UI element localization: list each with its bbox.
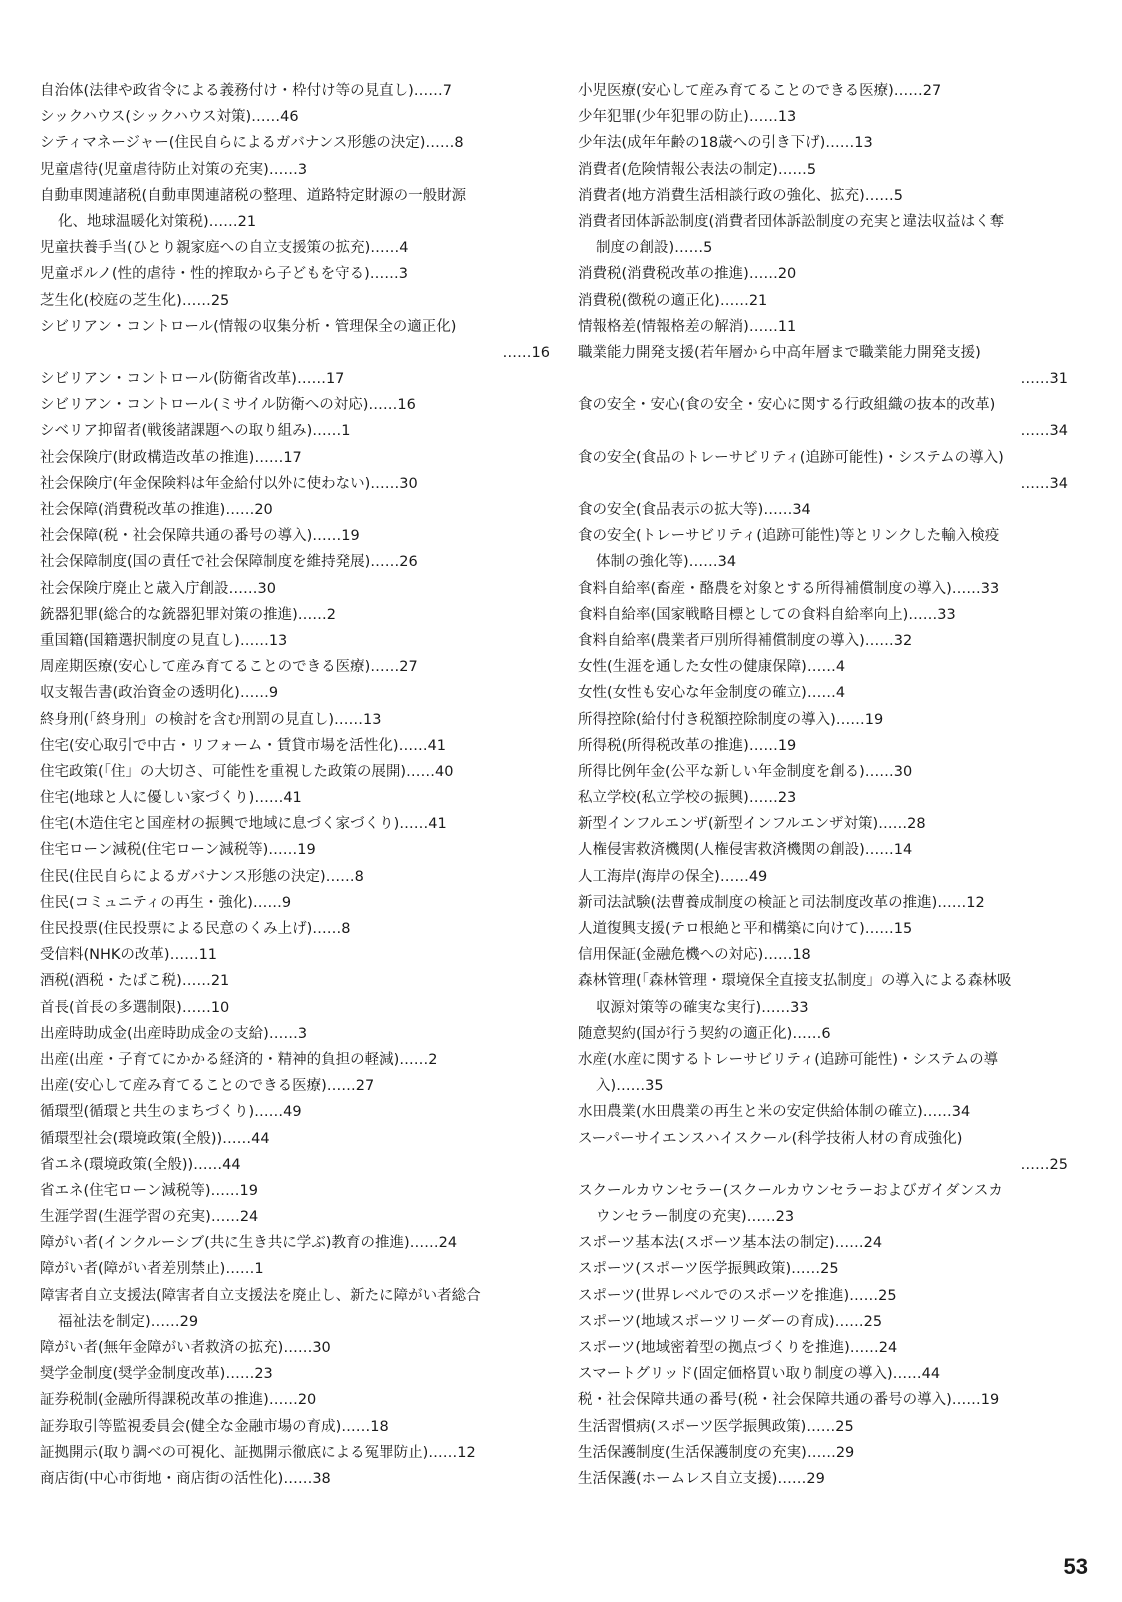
- index-entry-text: 証券取引等監視委員会(健全な金融市場の育成)……18: [40, 1418, 389, 1435]
- index-entry-text: 私立学校(私立学校の振興)……23: [578, 790, 797, 807]
- index-entry: [40, 366, 550, 392]
- index-entry-text: 所得比例年金(公平な新しい年金制度を創る)……30: [578, 763, 913, 780]
- index-entry: [40, 1099, 550, 1125]
- index-entry: [578, 1387, 1068, 1413]
- index-entry-text: 住宅(地球と人に優しい家づくり)……41: [40, 790, 302, 807]
- index-entry: [578, 1256, 1068, 1282]
- index-entry-text: 首長(首長の多選制限)……10: [40, 999, 230, 1016]
- index-entry: [578, 523, 1068, 575]
- index-entry-text: 森林管理(「森林管理・環境保全直接支払制度」の導入による森林吸: [578, 973, 1012, 990]
- index-entry-text: 省エネ(環境政策(全般))……44: [40, 1156, 241, 1173]
- index-entry: [40, 104, 550, 130]
- index-entry: [40, 759, 550, 785]
- index-entry-continuation: 福祉法を制定)……29: [58, 1313, 199, 1330]
- index-entry: [40, 628, 550, 654]
- index-entry-continuation: 入)……35: [596, 1078, 664, 1095]
- index-entry-text: 証券税制(金融所得課税改革の推進)……20: [40, 1392, 317, 1409]
- index-entry: [40, 707, 550, 733]
- index-entry: [578, 1440, 1068, 1466]
- index-entry: [40, 1414, 550, 1440]
- index-entry-text: シティマネージャー(住民自らによるガバナンス形態の決定)……8: [40, 135, 464, 152]
- index-entry: [40, 183, 550, 235]
- index-column-right: [578, 78, 1068, 1492]
- index-entry: [40, 1204, 550, 1230]
- index-entry-text: 酒税(酒税・たばこ税)……21: [40, 973, 230, 990]
- index-entry: [40, 1126, 550, 1152]
- index-entry-text: 食の安全(食品表示の拡大等)……34: [578, 502, 811, 518]
- index-entry: [578, 157, 1068, 183]
- index-entry: [578, 288, 1068, 314]
- index-entry-text: 税・社会保障共通の番号(税・社会保障共通の番号の導入)……19: [578, 1392, 1000, 1409]
- index-entry-text: 障がい者(障がい者差別禁止)……1: [40, 1261, 264, 1278]
- index-entry-text: 少年犯罪(少年犯罪の防止)……13: [578, 109, 797, 126]
- index-entry-continuation: ……31: [1020, 371, 1068, 388]
- index-entry: [578, 916, 1068, 942]
- index-entry: [578, 1361, 1068, 1387]
- index-entry-text: 随意契約(国が行う契約の適正化)……6: [578, 1025, 831, 1042]
- index-entry: [40, 235, 550, 261]
- index-entry-text: 住宅(木造住宅と国産材の振興で地域に息づく家づくり)……41: [40, 816, 447, 833]
- index-entry-text: 自動車関連諸税(自動車関連諸税の整理、道路特定財源の一般財源: [40, 187, 467, 204]
- index-entry: [578, 130, 1068, 156]
- index-entry-text: 証拠開示(取り調べの可視化、証拠開示徹底による冤罪防止)……12: [40, 1444, 476, 1461]
- index-entry-text: 住民(住民自らによるガバナンス形態の決定)……8: [40, 868, 364, 885]
- index-entry-text: 社会保険庁(財政構造改革の推進)……17: [40, 449, 302, 466]
- index-entry-text: 児童扶養手当(ひとり親家庭への自立支援策の拡充)……4: [40, 240, 409, 257]
- index-entry: [578, 785, 1068, 811]
- index-entry-text: スポーツ(世界レベルでのスポーツを推進)……25: [578, 1287, 897, 1304]
- index-entry: [40, 864, 550, 890]
- index-entry: [40, 1047, 550, 1073]
- index-entry: [578, 811, 1068, 837]
- index-entry-text: シビリアン・コントロール(ミサイル防衛への対応)……16: [40, 397, 416, 414]
- index-entry-continuation: ……16: [502, 344, 550, 361]
- index-entry: [40, 471, 550, 497]
- index-entry-text: スポーツ(スポーツ医学振興政策)……25: [578, 1261, 839, 1278]
- index-entry: [578, 497, 1068, 523]
- index-entry: [578, 890, 1068, 916]
- index-entry: [40, 261, 550, 287]
- index-entry-continuation: ウンセラー制度の充実)……23: [596, 1209, 795, 1226]
- index-entry-text: 循環型(循環と共生のまちづくり)……49: [40, 1104, 302, 1121]
- index-entry: [578, 864, 1068, 890]
- index-entry: [578, 1414, 1068, 1440]
- index-entry: [578, 183, 1068, 209]
- index-entry-text: 食料自給率(農業者戸別所得補償制度の導入)……32: [578, 632, 913, 649]
- index-entry-text: 住民投票(住民投票による民意のくみ上げ)……8: [40, 921, 351, 937]
- index-entry-text: 出産(出産・子育てにかかる経済的・精神的負担の軽減)……2: [40, 1051, 438, 1068]
- index-entry: [578, 628, 1068, 654]
- index-entry: [40, 1178, 550, 1204]
- index-entry: [578, 1230, 1068, 1256]
- index-entry: [40, 995, 550, 1021]
- index-entry: [578, 942, 1068, 968]
- index-entry: [578, 209, 1068, 261]
- index-entry-text: 社会保険庁廃止と歳入庁創設……30: [40, 580, 276, 597]
- index-entry-text: 障害者自立支援法(障害者自立支援法を廃止し、新たに障がい者総合: [40, 1287, 481, 1304]
- index-entry: [578, 1047, 1068, 1099]
- index-entry: [40, 78, 550, 104]
- index-entry-continuation: ……34: [1020, 475, 1068, 492]
- index-entry: [578, 837, 1068, 863]
- index-entry-text: 銃器犯罪(総合的な銃器犯罪対策の推進)……2: [40, 606, 337, 623]
- index-entry-text: 自治体(法律や政省令による義務付け・枠付け等の見直し)……7: [40, 83, 453, 99]
- index-entry: [578, 261, 1068, 287]
- index-entry-text: 人権侵害救済機関(人権侵害救済機関の創設)……14: [578, 842, 913, 859]
- index-entry: [578, 1466, 1068, 1492]
- index-entry-text: 水田農業(水田農業の再生と米の安定供給体制の確立)……34: [578, 1104, 971, 1121]
- index-entry-text: スクールカウンセラー(スクールカウンセラーおよびガイダンスカ: [578, 1182, 1003, 1199]
- index-entry-text: 食の安全・安心(食の安全・安心に関する行政組織の抜本的改革): [578, 397, 996, 414]
- index-entry: [578, 707, 1068, 733]
- index-entry: [578, 576, 1068, 602]
- index-entry-text: 女性(生涯を通した女性の健康保障)……4: [578, 659, 846, 676]
- index-entry-text: 社会保障(消費税改革の推進)……20: [40, 502, 273, 518]
- index-entry: [40, 1230, 550, 1256]
- index-entry-text: 商店街(中心市街地・商店街の活性化)……38: [40, 1470, 331, 1487]
- index-entry: [40, 314, 550, 366]
- index-entry-text: 生活保護(ホームレス自立支援)……29: [578, 1470, 825, 1487]
- index-entry-text: 所得税(所得税改革の推進)……19: [578, 737, 797, 754]
- index-entry-text: 新型インフルエンザ(新型インフルエンザ対策)……28: [578, 816, 926, 833]
- index-entry-text: 住宅政策(「住」の大切さ、可能性を重視した政策の展開)……40: [40, 763, 454, 780]
- index-entry-text: 水産(水産に関するトレーサビリティ(追跡可能性)・システムの導: [578, 1051, 999, 1068]
- index-entry: [578, 1178, 1068, 1230]
- index-entry-text: 小児医療(安心して産み育てることのできる医療)……27: [578, 83, 942, 99]
- page-number: 53: [1063, 1554, 1088, 1579]
- index-entry-text: スポーツ基本法(スポーツ基本法の制定)……24: [578, 1235, 883, 1252]
- index-entry: [578, 680, 1068, 706]
- index-entry: [40, 680, 550, 706]
- index-entry-text: 社会保障(税・社会保障共通の番号の導入)……19: [40, 528, 360, 545]
- index-entry-continuation: 体制の強化等)……34: [596, 554, 737, 571]
- index-entry: [40, 445, 550, 471]
- index-entry: [578, 314, 1068, 340]
- index-entry: [578, 392, 1068, 444]
- index-entry-text: 生涯学習(生涯学習の充実)……24: [40, 1209, 259, 1226]
- index-entry-text: 障がい者(無年金障がい者救済の拡充)……30: [40, 1340, 331, 1356]
- index-entry: [578, 968, 1068, 1020]
- index-entry-text: 食の安全(トレーサビリティ(追跡可能性)等とリンクした輸入検疫: [578, 528, 1000, 545]
- index-column-left: [40, 78, 550, 1492]
- index-entry: [40, 157, 550, 183]
- index-entry-text: 社会保険庁(年金保険料は年金給付以外に使わない)……30: [40, 475, 418, 492]
- index-entry-text: 周産期医療(安心して産み育てることのできる医療)……27: [40, 659, 418, 676]
- index-entry-text: 消費者(危険情報公表法の制定)……5: [578, 161, 817, 178]
- index-entry-text: 出産時助成金(出産時助成金の支給)……3: [40, 1025, 308, 1042]
- index-entry-text: 情報格差(情報格差の解消)……11: [578, 318, 797, 335]
- index-entry-text: 消費者団体訴訟制度(消費者団体訴訟制度の充実と違法収益はく奪: [578, 213, 1005, 230]
- index-entry-text: 循環型社会(環境政策(全般))……44: [40, 1130, 270, 1147]
- index-entry: [578, 1126, 1068, 1178]
- index-entry-text: 食料自給率(国家戦略目標としての食料自給率向上)……33: [578, 606, 956, 623]
- index-entry: [578, 1283, 1068, 1309]
- index-entry: [578, 1335, 1068, 1361]
- index-entry-text: 住民(コミュニティの再生・強化)……9: [40, 894, 292, 911]
- index-entry: [40, 1440, 550, 1466]
- index-entry-text: 受信料(NHKの改革)……11: [40, 947, 218, 964]
- index-entry-text: 食料自給率(畜産・酪農を対象とする所得補償制度の導入)……33: [578, 580, 1000, 597]
- index-entry: [40, 785, 550, 811]
- index-entry-text: 住宅(安心取引で中古・リフォーム・賃貸市場を活性化)……41: [40, 737, 447, 754]
- index-entry-text: 女性(女性も安心な年金制度の確立)……4: [578, 685, 846, 702]
- index-entry: [40, 942, 550, 968]
- index-entry-text: スーパーサイエンスハイスクール(科学技術人材の育成強化): [578, 1130, 963, 1147]
- index-entry: [578, 654, 1068, 680]
- index-entry-text: 終身刑(「終身刑」の検討を含む刑罰の見直し)……13: [40, 711, 382, 728]
- index-entry-continuation: ……25: [1020, 1156, 1068, 1173]
- index-entry: [40, 654, 550, 680]
- index-entry-text: 信用保証(金融危機への対応)……18: [578, 947, 811, 964]
- index-entry-text: 障がい者(インクルーシブ(共に生き共に学ぶ)教育の推進)……24: [40, 1235, 458, 1252]
- index-entry-text: 食の安全(食品のトレーサビリティ(追跡可能性)・システムの導入): [578, 449, 1004, 466]
- index-entry-text: スマートグリッド(固定価格買い取り制度の導入)……44: [578, 1366, 941, 1383]
- index-entry: [40, 837, 550, 863]
- index-entry: [40, 1466, 550, 1492]
- index-entry-text: 住宅ローン減税(住宅ローン減税等)……19: [40, 842, 316, 859]
- index-entry: [40, 1283, 550, 1335]
- index-entry-text: シックハウス(シックハウス対策)……46: [40, 109, 299, 126]
- index-entry-text: 奨学金制度(奨学金制度改革)……23: [40, 1366, 273, 1383]
- index-entry-text: 社会保障制度(国の責任で社会保障制度を維持発展)……26: [40, 554, 418, 571]
- index-entry: [578, 104, 1068, 130]
- index-entry: [40, 1152, 550, 1178]
- index-entry: [40, 288, 550, 314]
- index-entry-continuation: 制度の創設)……5: [596, 240, 713, 257]
- index-entry: [578, 78, 1068, 104]
- index-entry-text: 省エネ(住宅ローン減税等)……19: [40, 1182, 258, 1199]
- index-entry: [40, 549, 550, 575]
- index-entry-text: 消費税(徴税の適正化)……21: [578, 292, 768, 309]
- index-entry: [578, 1099, 1068, 1125]
- index-entry: [40, 968, 550, 994]
- index-entry-text: 収支報告書(政治資金の透明化)……9: [40, 685, 279, 702]
- index-entry-text: スポーツ(地域密着型の拠点づくりを推進)……24: [578, 1340, 898, 1356]
- index-entry-text: 児童ポルノ(性的虐待・性的搾取から子どもを守る)……3: [40, 266, 408, 283]
- index-entry-continuation: 化、地球温暖化対策税)……21: [58, 213, 257, 230]
- index-entry-continuation: ……34: [1020, 423, 1068, 440]
- index-entry-text: 所得控除(給付付き税額控除制度の導入)……19: [578, 711, 884, 728]
- index-entry-text: シベリア抑留者(戦後諸課題への取り組み)……1: [40, 423, 351, 440]
- index-entry: [40, 733, 550, 759]
- index-entry: [40, 811, 550, 837]
- index-entry: [40, 1256, 550, 1282]
- index-entry-text: シビリアン・コントロール(情報の収集分析・管理保全の適正化): [40, 318, 457, 335]
- index-entry-text: 生活習慣病(スポーツ医学振興政策)……25: [578, 1418, 854, 1435]
- index-entry: [578, 1309, 1068, 1335]
- index-entry: [578, 1021, 1068, 1047]
- index-entry-text: 生活保護制度(生活保護制度の充実)……29: [578, 1444, 855, 1461]
- index-entry: [40, 497, 550, 523]
- index-entry: [40, 523, 550, 549]
- index-entry: [40, 576, 550, 602]
- index-entry-text: 芝生化(校庭の芝生化)……25: [40, 292, 230, 309]
- index-entry-text: 出産(安心して産み育てることのできる医療)……27: [40, 1078, 375, 1095]
- index-entry: [578, 602, 1068, 628]
- index-entry: [578, 759, 1068, 785]
- index-entry: [40, 418, 550, 444]
- index-entry: [40, 1073, 550, 1099]
- index-entry: [40, 1021, 550, 1047]
- index-entry: [578, 445, 1068, 497]
- index-entry: [40, 916, 550, 942]
- index-entry: [40, 1387, 550, 1413]
- index-entry-text: 少年法(成年年齢の18歳への引き下げ)……13: [578, 135, 873, 152]
- index-entry: [40, 1335, 550, 1361]
- index-entry-text: 新司法試験(法曹養成制度の検証と司法制度改革の推進)……12: [578, 894, 985, 911]
- index-entry-text: 児童虐待(児童虐待防止対策の充実)……3: [40, 161, 308, 178]
- index-entry: [40, 602, 550, 628]
- index-entry: [40, 1361, 550, 1387]
- index-entry-text: 消費税(消費税改革の推進)……20: [578, 266, 797, 283]
- index-entry: [578, 340, 1068, 392]
- index-entry-text: 職業能力開発支援(若年層から中高年層まで職業能力開発支援): [578, 344, 981, 361]
- index-entry-text: シビリアン・コントロール(防衛省改革)……17: [40, 371, 345, 388]
- index-entry-text: 重国籍(国籍選択制度の見直し)……13: [40, 632, 288, 649]
- index-entry: [578, 733, 1068, 759]
- index-entry: [40, 890, 550, 916]
- index-entry-text: 人道復興支援(テロ根絶と平和構築に向けて)……15: [578, 921, 913, 937]
- index-entry-text: 消費者(地方消費生活相談行政の強化、拡充)……5: [578, 187, 904, 204]
- index-entry-text: スポーツ(地域スポーツリーダーの育成)……25: [578, 1313, 883, 1330]
- index-entry-continuation: 収源対策等の確実な実行)……33: [596, 999, 809, 1016]
- index-entry: [40, 130, 550, 156]
- index-entry-text: 人工海岸(海岸の保全)……49: [578, 868, 768, 885]
- index-entry: [40, 392, 550, 418]
